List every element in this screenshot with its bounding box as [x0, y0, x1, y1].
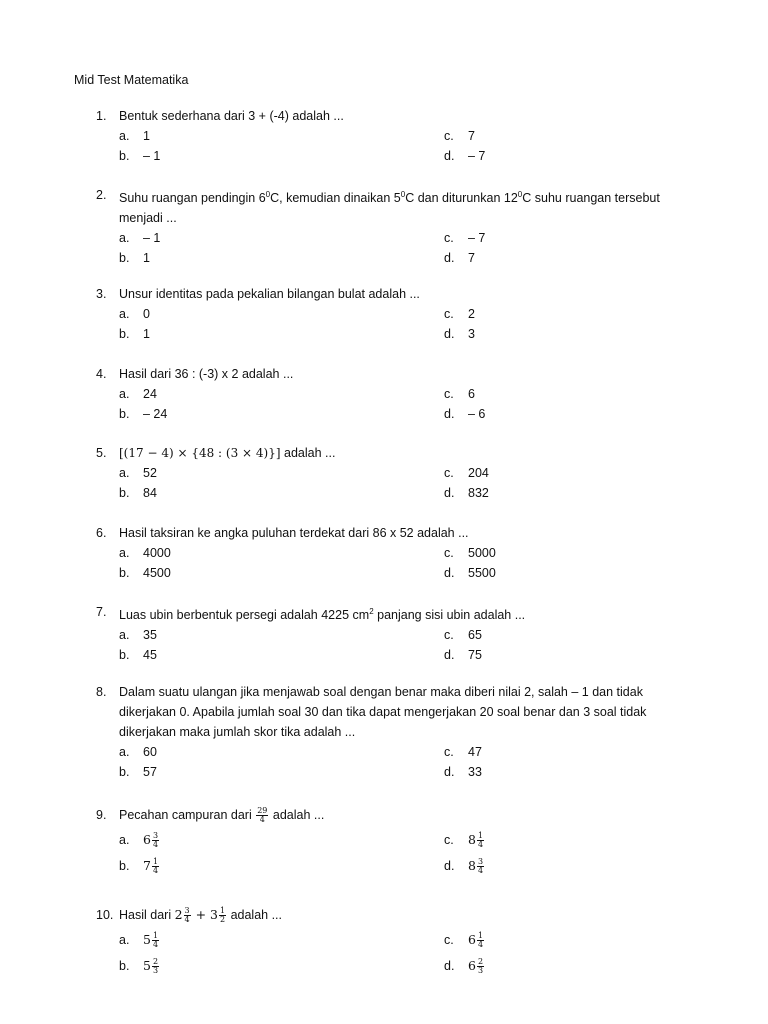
options — [96, 543, 696, 583]
question-text: 9. Pecahan campuran dari $\frac{29}{4}$ adalah ... — [96, 803, 696, 827]
question-text — [96, 106, 696, 126]
option-c: c. 6 — [444, 387, 475, 401]
option-d: d. 5500 — [444, 566, 496, 580]
option-a: a. 1 — [119, 129, 150, 143]
question-stem: Hasil dari 36 : (-3) x 2 adalah ... — [119, 367, 294, 381]
question-7 — [96, 602, 696, 665]
option-c: c. – 7 — [444, 231, 486, 246]
question-2 — [96, 185, 696, 268]
fraction: $\frac{29}{4}$ — [257, 806, 268, 825]
option-b: b. 57 — [119, 765, 157, 779]
option-b: b. 45 — [119, 648, 157, 663]
question-5 — [96, 443, 696, 503]
question-text: 2. Suhu ruangan pendingin $6^0C$, kemudian dinaikan $5^0C$ dan diturunkan $12^0C$ suhu ruangan tersebut — [96, 185, 696, 208]
question-stem: Unsur identitas pada pekalian bilangan bulat adalah ... — [119, 287, 420, 301]
option-a: a. 6 $\frac{3}{4}$ — [119, 831, 159, 850]
question-4 — [96, 364, 696, 424]
options — [96, 927, 696, 979]
question-number: 10. — [96, 908, 114, 922]
question-6 — [96, 523, 696, 583]
option-d: d. – 7 — [444, 149, 486, 163]
question-number: 1. — [96, 109, 107, 123]
options — [96, 304, 696, 344]
option-c: c. 8 $\frac{1}{4}$ — [444, 831, 484, 850]
option-c: c. 47 — [444, 745, 482, 759]
question-9 — [96, 803, 696, 879]
option-b: b. – 24 — [119, 407, 168, 421]
option-a: a. 0 — [119, 307, 150, 321]
question-text: 7. Luas ubin berbentuk persegi adalah 4225 $cm^2$ panjang sisi ubin adalah ... — [96, 602, 696, 625]
option-b: b. – 1 — [119, 149, 161, 163]
option-d: d. 832 — [444, 486, 489, 500]
option-b: b. 4500 — [119, 566, 171, 580]
option-d: d. 75 — [444, 648, 482, 663]
option-d: d. 6 $\frac{2}{3}$ — [444, 957, 484, 976]
question-number: 7. — [96, 605, 107, 619]
option-d: d. 7 — [444, 251, 475, 266]
options — [96, 463, 696, 503]
option-b: b. 7 $\frac{1}{4}$ — [119, 857, 159, 876]
question-number: 6. — [96, 526, 107, 540]
question-text — [96, 523, 696, 543]
options — [96, 742, 696, 782]
option-d: d. 3 — [444, 327, 475, 341]
option-d: d. 33 — [444, 765, 482, 779]
option-b: b. 84 — [119, 486, 157, 500]
question-3 — [96, 284, 696, 344]
option-a: a. 60 — [119, 745, 157, 759]
question-text-line2: dikerjakan 0. Apabila jumlah soal 30 dan tika dapat mengerjakan 20 soal benar dan 3 soal tidak — [119, 705, 647, 719]
question-number: 3. — [96, 287, 107, 301]
options — [96, 126, 696, 166]
options — [96, 228, 696, 268]
option-d: d. 8 $\frac{3}{4}$ — [444, 857, 484, 876]
question-text — [96, 364, 696, 384]
question-text: 10. Hasil dari 2 $\frac{3}{4}$ + 3 $\frac{1}{2}$ adalah ... — [96, 903, 696, 927]
option-c: c. 204 — [444, 466, 489, 480]
question-number: 9. — [96, 808, 107, 822]
question-text — [96, 284, 696, 304]
question-text-line2: menjadi ... — [119, 211, 177, 226]
question-8 — [96, 682, 696, 782]
option-a: a. – 1 — [119, 231, 161, 246]
option-c: c. 7 — [444, 129, 475, 143]
question-number: 4. — [96, 367, 107, 381]
question-10 — [96, 903, 696, 979]
options — [96, 827, 696, 879]
question-number: 2. — [96, 188, 107, 202]
option-a: a. 4000 — [119, 546, 171, 560]
question-stem: Bentuk sederhana dari 3 + (-4) adalah ... — [119, 109, 344, 123]
option-c: c. 5000 — [444, 546, 496, 560]
document-title: Mid Test Matematika — [74, 73, 189, 87]
question-text: 5. [(17 − 4) × {48 : (3 × 4)}] adalah ... — [96, 443, 696, 463]
question-text-line3: dikerjakan maka jumlah skor tika adalah ... — [119, 725, 356, 739]
option-a: a. 35 — [119, 628, 157, 643]
question-text: 8. Dalam suatu ulangan jika menjawab soal dengan benar maka diberi nilai 2, salah – 1 dan tidak — [96, 682, 696, 702]
option-b: b. 1 — [119, 327, 150, 341]
question-number: 8. — [96, 685, 107, 699]
question-number: 5. — [96, 446, 107, 460]
options — [96, 625, 696, 665]
option-c: c. 6 $\frac{1}{4}$ — [444, 931, 484, 950]
option-c: c. 2 — [444, 307, 475, 321]
option-b: b. 1 — [119, 251, 150, 266]
options — [96, 384, 696, 424]
option-c: c. 65 — [444, 628, 482, 643]
option-a: a. 5 $\frac{1}{4}$ — [119, 931, 159, 950]
option-b: b. 5 $\frac{2}{3}$ — [119, 957, 159, 976]
option-a: a. 52 — [119, 466, 157, 480]
question-stem: Hasil taksiran ke angka puluhan terdekat dari 86 x 52 adalah ... — [119, 526, 469, 540]
option-d: d. – 6 — [444, 407, 486, 421]
math-expression: [(17 − 4) × {48 : (3 × 4)}] — [119, 446, 281, 460]
question-1 — [96, 106, 696, 166]
option-a: a. 24 — [119, 387, 157, 401]
